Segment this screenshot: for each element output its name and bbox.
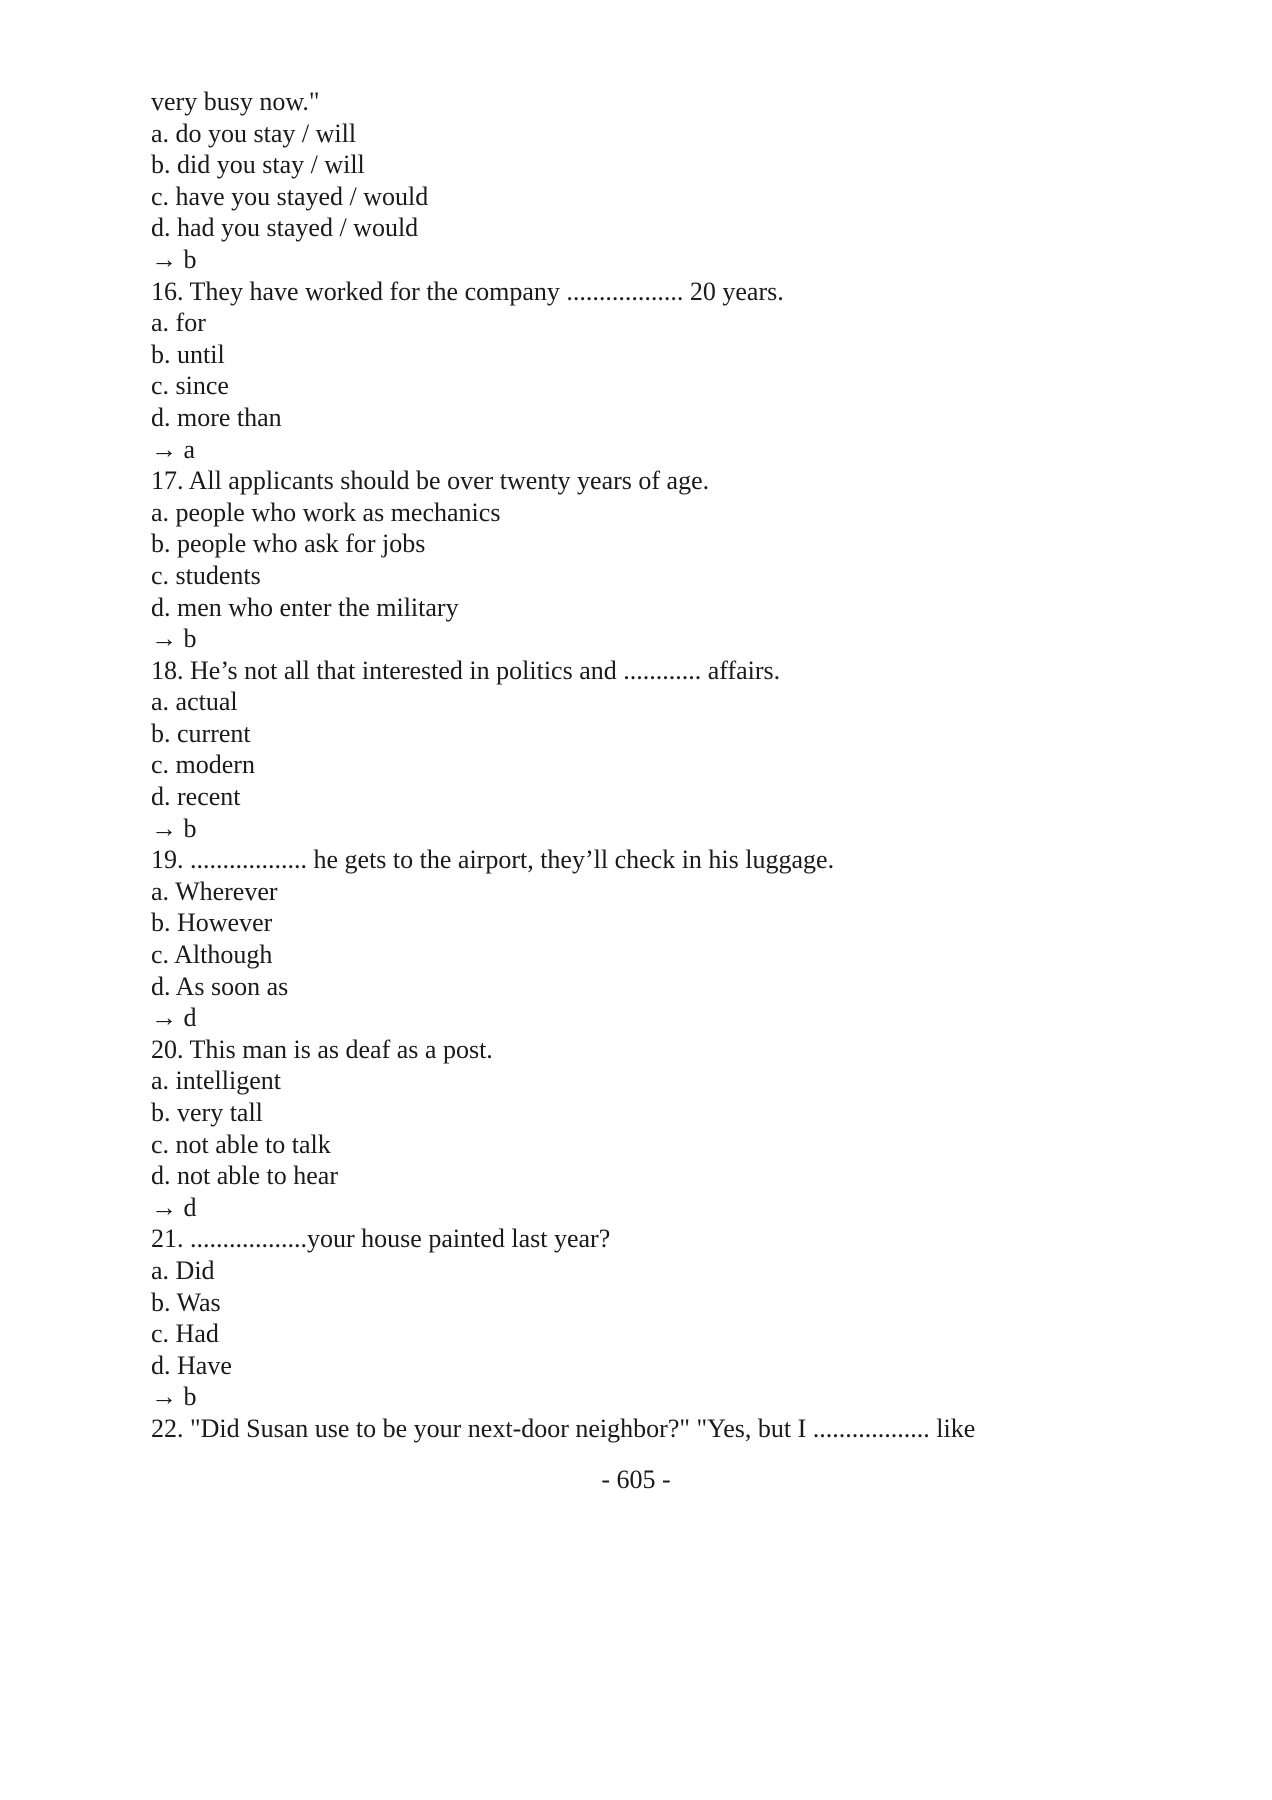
option-line: a. people who work as mechanics [151, 497, 501, 527]
question-16: 16. They have worked for the company .................. 20 years. [151, 276, 784, 306]
option-line: c. not able to talk [151, 1129, 331, 1159]
option-line: b. people who ask for jobs [151, 529, 426, 559]
option-line: b. However [151, 908, 273, 938]
option-line: d. not able to hear [151, 1161, 338, 1191]
option-line: c. students [151, 560, 261, 590]
option-line: c. since [151, 371, 229, 401]
option-line: c. have you stayed / would [151, 181, 429, 211]
document-body [151, 86, 1151, 1445]
option-line: d. recent [151, 782, 241, 812]
option-line: c. Although [151, 940, 273, 970]
answer-line: → a [151, 434, 196, 464]
option-line: a. intelligent [151, 1066, 281, 1096]
text-line: very busy now." [151, 87, 320, 116]
question-18: 18. He’s not all that interested in politics and ............ affairs. [151, 655, 781, 685]
option-line: d. men who enter the military [151, 592, 459, 622]
option-line: a. actual [151, 687, 238, 717]
answer-line: → d [151, 1192, 197, 1222]
option-line: b. current [151, 718, 251, 748]
option-line: b. until [151, 339, 225, 369]
option-line: d. had you stayed / would [151, 213, 419, 243]
option-line: c. Had [151, 1319, 219, 1349]
option-line: b. did you stay / will [151, 150, 365, 180]
option-line: b. Was [151, 1287, 221, 1317]
question-22: 22. "Did Susan use to be your next-door neighbor?" "Yes, but I .................. like [151, 1413, 976, 1443]
option-line: d. Have [151, 1350, 232, 1380]
option-line: a. Wherever [151, 876, 278, 906]
answer-line: → b [151, 244, 197, 274]
option-line: d. more than [151, 402, 282, 432]
question-17: 17. All applicants should be over twenty years of age. [151, 466, 710, 496]
answer-line: → b [151, 813, 197, 843]
answer-line: → b [151, 624, 197, 654]
answer-line: → b [151, 1382, 197, 1412]
page-number: - 605 - [601, 1465, 671, 1494]
option-line: a. do you stay / will [151, 118, 357, 148]
answer-line: → d [151, 1003, 197, 1033]
question-19: 19. .................. he gets to the airport, they’ll check in his luggage. [151, 845, 835, 875]
question-20: 20. This man is as deaf as a post. [151, 1034, 493, 1064]
option-line: a. Did [151, 1255, 215, 1285]
option-line: c. modern [151, 750, 255, 780]
option-line: d. As soon as [151, 971, 289, 1001]
option-line: b. very tall [151, 1098, 263, 1127]
question-21: 21. ..................your house painted last year? [151, 1224, 611, 1254]
option-line: a. for [151, 308, 206, 338]
